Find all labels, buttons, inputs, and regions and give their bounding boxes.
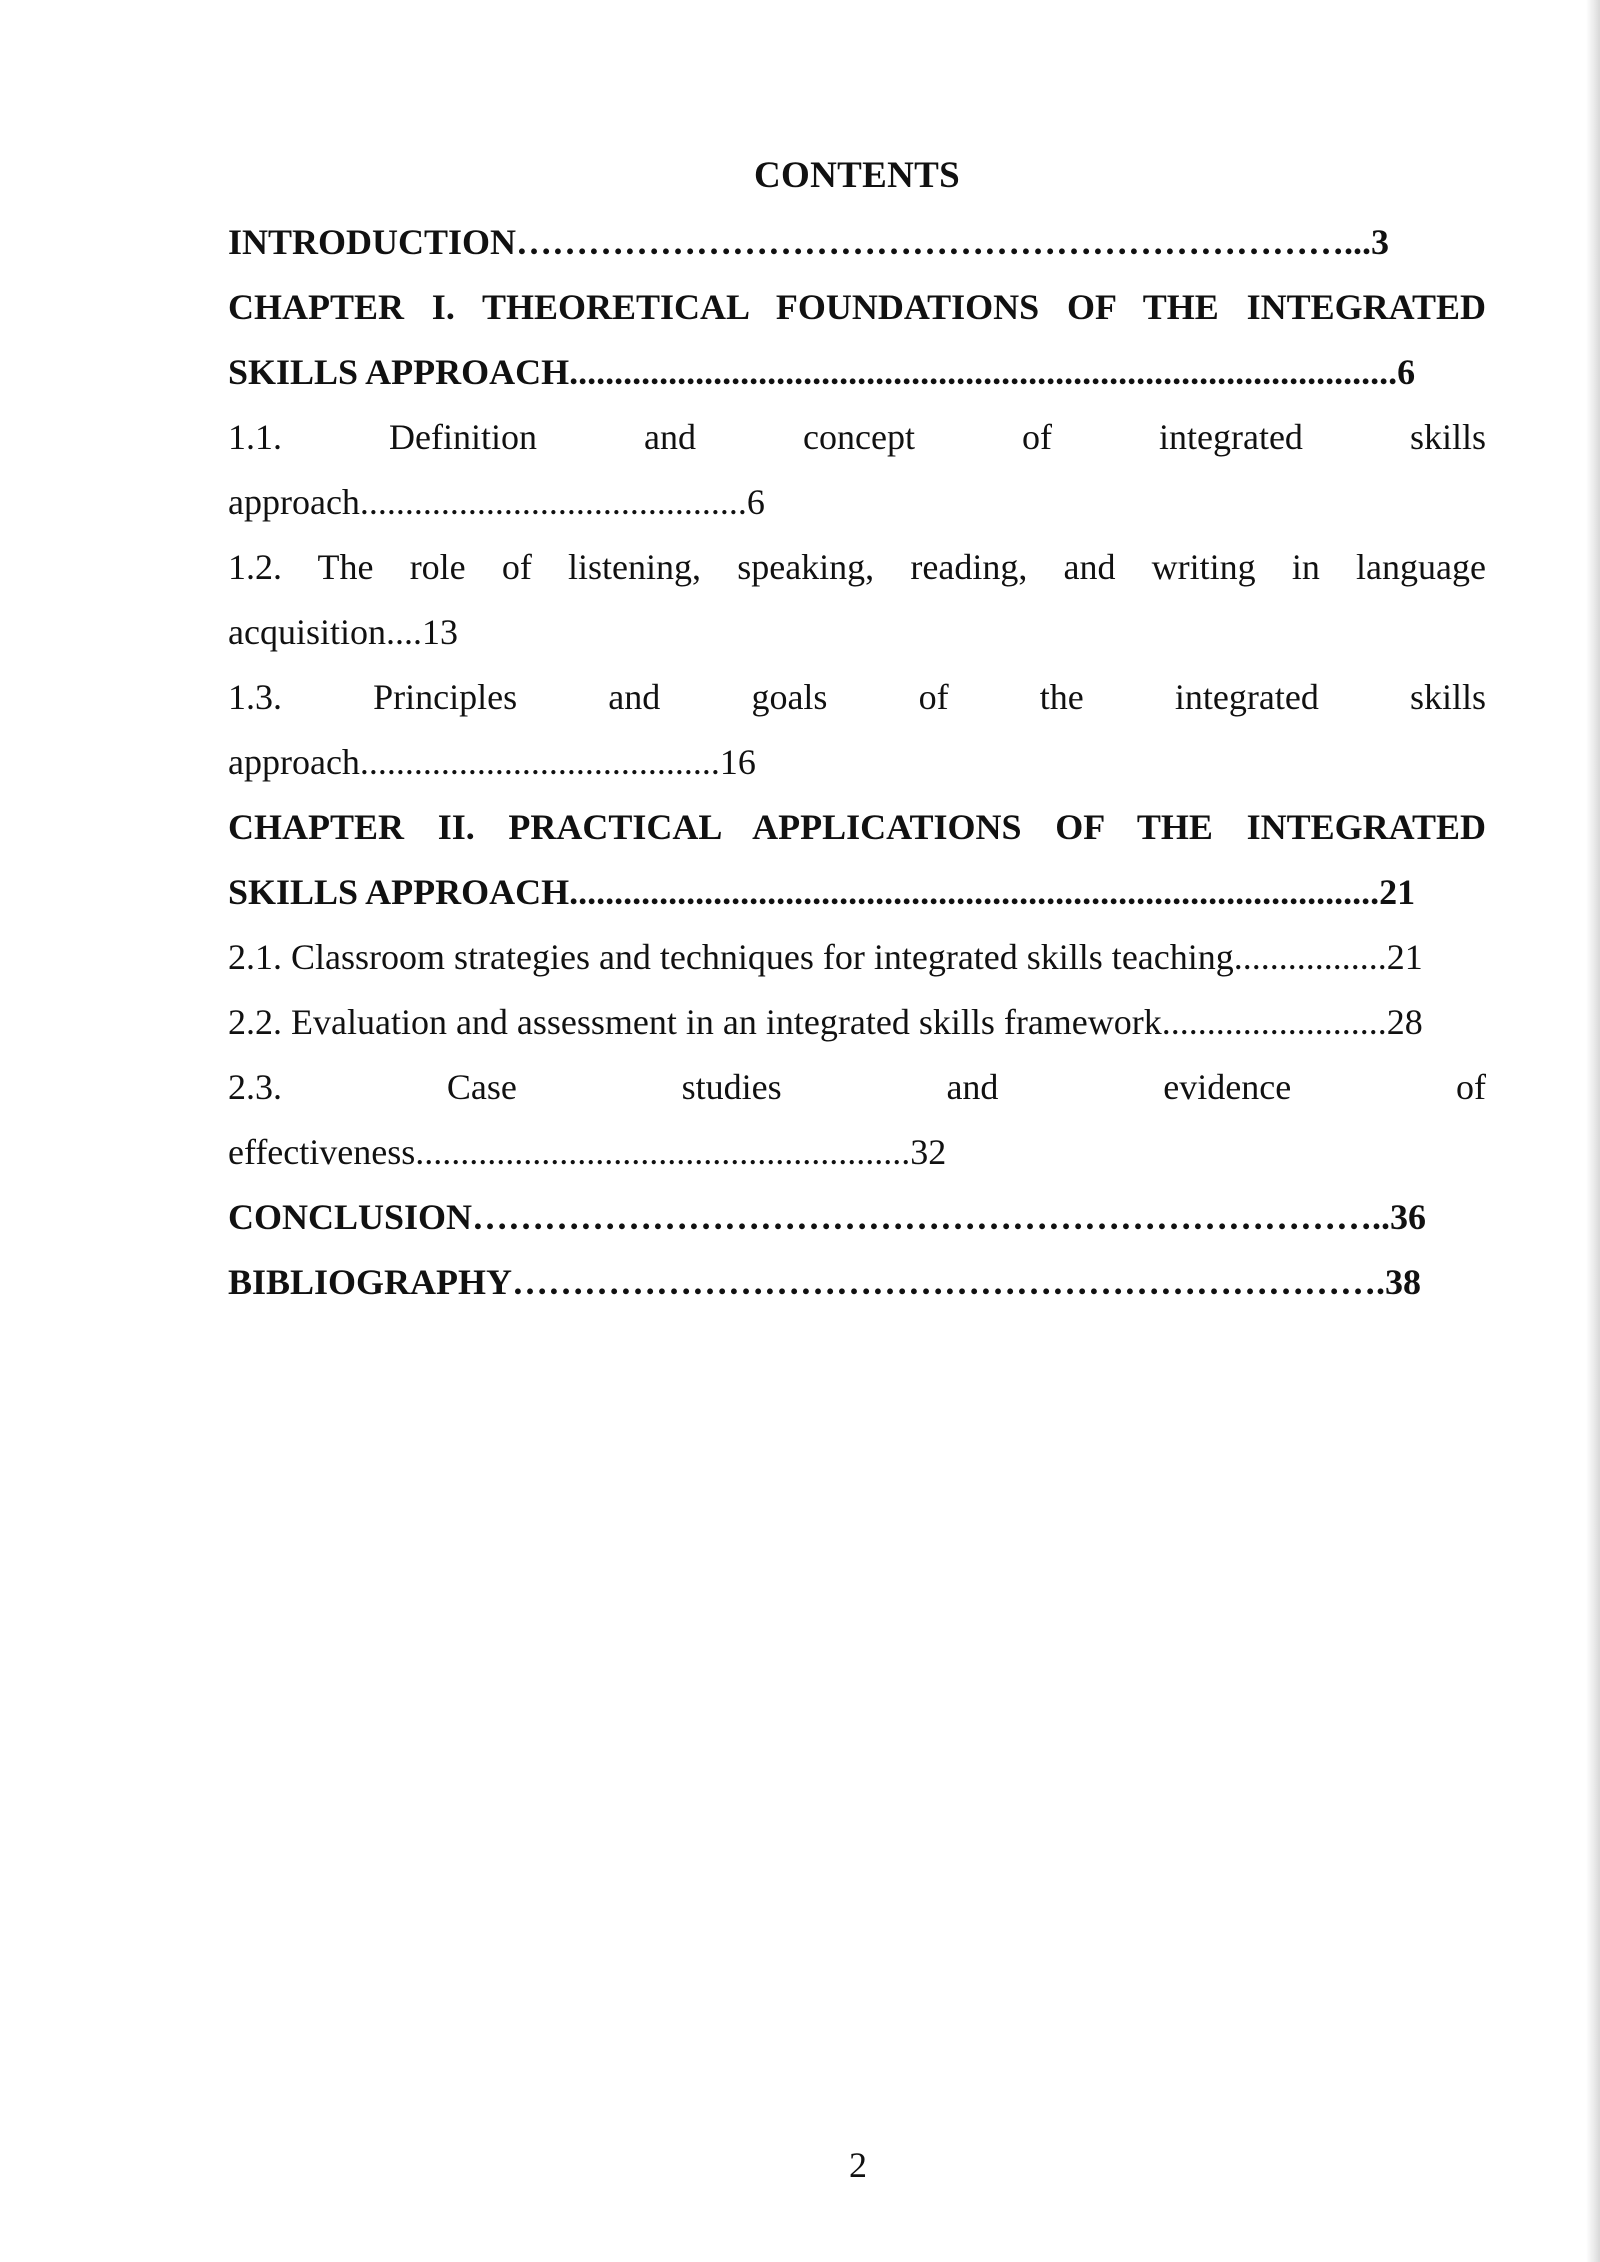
- page-edge-shadow: [1586, 0, 1600, 2262]
- toc-entry-section-1-1-line-1: 1.1. Definition and concept of integrated skills: [228, 417, 1486, 457]
- toc-entry-bibliography: BIBLIOGRAPHY……………………………………………………………….38: [228, 1262, 1422, 1302]
- page-number: 2: [849, 2145, 867, 2185]
- toc-entry-section-1-2-line-2: acquisition....13: [228, 612, 458, 652]
- toc-entry-section-1-2-line-1: 1.2. The role of listening, speaking, reading, and writing in language: [228, 547, 1486, 587]
- toc-entry-section-2-3-line-1: 2.3. Case studies and evidence of: [228, 1067, 1486, 1107]
- toc-entry-chapter-2-line-2: SKILLS APPROACH..........................................................................................21: [228, 872, 1416, 912]
- toc-entry-chapter-1-line-1: CHAPTER I. THEORETICAL FOUNDATIONS OF THE INTEGRATED: [228, 287, 1486, 327]
- toc-entry-chapter-2-line-1: CHAPTER II. PRACTICAL APPLICATIONS OF THE INTEGRATED: [228, 807, 1486, 847]
- toc-entry-section-1-3-line-2: approach........................................16: [228, 742, 756, 782]
- toc-entry-section-2-3-line-2: effectiveness.......................................................32: [228, 1132, 947, 1172]
- toc-entry-conclusion: CONCLUSION…………………………………………………………………..36: [228, 1197, 1427, 1237]
- toc-entry-section-1-1-line-2: approach...........................................6: [228, 482, 765, 522]
- toc-entry-chapter-1-line-2: SKILLS APPROACH............................................................................................6: [228, 352, 1416, 392]
- toc-entry-section-2-1: 2.1. Classroom strategies and techniques for integrated skills teaching.................21: [228, 937, 1423, 977]
- toc-entry-introduction: INTRODUCTION……………………………………………………………...3: [228, 222, 1390, 262]
- toc-entry-section-1-3-line-1: 1.3. Principles and goals of the integrated skills: [228, 677, 1486, 717]
- toc-entry-section-2-2: 2.2. Evaluation and assessment in an integrated skills framework.........................28: [228, 1002, 1423, 1042]
- table-of-contents: [228, 210, 1486, 1315]
- contents-heading: CONTENTS: [754, 155, 960, 196]
